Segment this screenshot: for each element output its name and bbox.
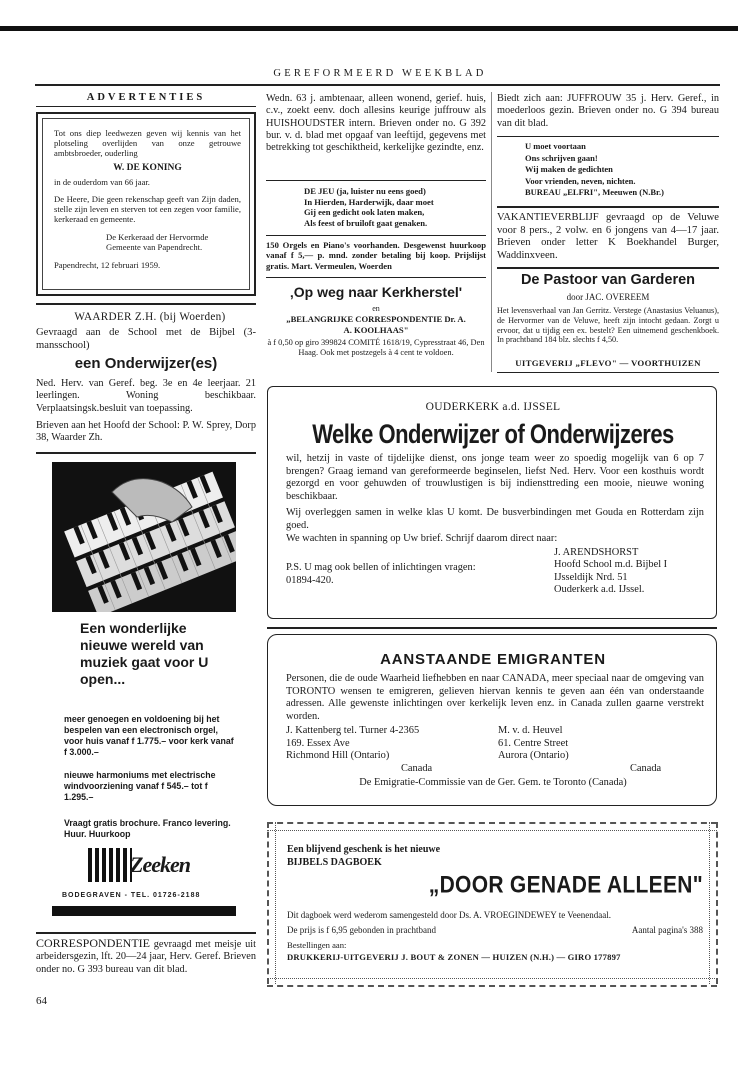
address-line: Canada (630, 762, 662, 774)
waarder-title: WAARDER Z.H. (bij Woerden) (74, 311, 226, 323)
ornamental-border-top (267, 822, 717, 831)
de-jeu-line: Als feest of bruiloft gaat genaken. (304, 217, 428, 228)
kerkherstel-title: ‚Op weg naar Kerkherstel' (289, 284, 463, 300)
pastoor-publisher: UITGEVERIJ „FLEVO" — VOORTHUIZEN (515, 358, 701, 368)
juffrouw-ad: Biedt zich aan: JUFFROUW 35 j. Herv. Geref., in moederloos gezin. Brieven onder no. G 394 bureau van dit blad. (497, 93, 719, 129)
huishoudster-ad: Wedn. 63 j. ambtenaar, alleen wonend, gerief. huis, c.v., zoekt eenv. doch allesins keurige juffrouw als HUISHOUDSTER intern. Brieven onder no. G 392 bur. v. d. blad met opgaaf van leeftijd, gegevens met betrekking tot geschiktheid, kerkelijke gezindte, enz. (266, 93, 486, 154)
de-jeu-ad (266, 186, 486, 228)
ornamental-border-bottom (267, 978, 717, 987)
address-line: Canada (401, 762, 433, 774)
pastoor-author: door JAC. OVEREEM (566, 292, 650, 302)
obituary-text: De Heere, Die geen rekenschap geeft van Zijn daden, stelle zijn leven en sterven tot een zegen voor familie, kerkeraad en gemeente. (54, 194, 241, 224)
address-line: M. v. d. Heuvel (498, 725, 563, 736)
ouderkerk-address (554, 547, 714, 596)
organ-ad (52, 462, 236, 922)
ouderkerk-place: OUDERKERK a.d. IJSSEL (425, 401, 561, 413)
elfri-line: BUREAU „ELFRI", Meeuwen (N.Br.) (525, 187, 664, 197)
elfri-ad (525, 141, 715, 199)
correspondentie-lead: CORRESPONDENTIE (36, 936, 151, 950)
emigranten-footer: De Emigratie-Commissie van de Ger. Gem. te Toronto (Canada) (359, 777, 627, 788)
rule (497, 372, 719, 373)
dagboek-intro: Een blijvend geschenk is het nieuwe BIJBELS DAGBOEK (287, 844, 441, 868)
top-border (0, 26, 738, 31)
pastoor-text: Het levensverhaal van Jan Gerritz. Verstege (Anastasius Veluanus), de Hervormer van de Veluwe, heeft zijn intocht gedaan. Zorgt u ervoor, dat u tijdig een ex. bestelt? Een uitnemend geschenkboek. In prachtband 184 blz. slechts f 4,50. (497, 306, 719, 345)
emigranten-headline: AANSTAANDE EMIGRANTEN (380, 651, 606, 668)
piano-keys-illustration (52, 462, 236, 612)
obituary-age: in de ouderdom van 66 jaar. (54, 177, 150, 187)
header-rule (35, 84, 720, 86)
elfri-line: U moet voortaan (525, 141, 586, 151)
dagboek-line1: Dit dagboek werd wederom samengesteld door Ds. A. VROEGINDEWEY te Veenendaal. (287, 910, 611, 920)
emigranten-address-1 (286, 725, 486, 775)
address-line: IJsseldijk Nrd. 51 (554, 571, 628, 583)
address-line: J. Kattenberg tel. Turner 4-2365 (286, 725, 420, 736)
organ-text-3: Vraagt gratis brochure. Franco levering. Huur. Huurkoop (64, 818, 231, 839)
elfri-line: Wij maken de gedichten (525, 164, 613, 174)
rule (266, 180, 486, 181)
rule (36, 452, 256, 454)
brand-name: Zeeken (130, 852, 190, 877)
rule (497, 136, 719, 137)
dagboek-line2: De prijs is f 6,95 gebonden in prachtband (287, 925, 436, 935)
dagboek-order-label: Bestellingen aan: (287, 940, 347, 950)
pastoor-title: De Pastoor van Garderen (520, 272, 696, 288)
ouderkerk-p1: wil, hetzij in vaste of tijdelijke dienst, ons jonge team weer zo spoedig mogelijk van 6 op 7 brengen? Graag iemand van gereformeerde beginselen, liefst Ned. Herv. Voor een kosthuis wordt gezorgd en voor gehuwden of trouwlustigen is bij indiensttreding een mooie, nieuwe woning beschikbaar. (286, 453, 704, 502)
dagboek-title: „DOOR GENADE ALLEEN" (428, 872, 703, 899)
correspondentie-left (36, 937, 256, 976)
waarder-intro: Gevraagd aan de School met de Bijbel (3-mansschool) (36, 327, 256, 351)
page-number: 64 (36, 995, 47, 1007)
organ-text-2: nieuwe harmoniums met electrische windvoorziening vanaf f 545.– tot f 1.295.– (64, 770, 216, 802)
de-jeu-line: Gij een gedicht ook laten maken, (304, 207, 425, 217)
organ-footer: BODEGRAVEN - TEL. 01726-2188 (62, 892, 201, 899)
dagboek-box (267, 822, 717, 986)
organ-headline: Een wonderlijke nieuwe wereld van muziek gaat voor U open... (80, 620, 209, 687)
rule (266, 235, 486, 236)
rule (36, 932, 256, 934)
ouderkerk-ps: P.S. U mag ook bellen of inlichtingen vragen: 01894-420. (286, 562, 476, 586)
rule (497, 267, 719, 269)
ouderkerk-box (267, 386, 717, 619)
vakantie-ad: VAKANTIEVERBLIJF gevraagd op de Veluwe voor 8 pers., 2 volw. en 6 jongens van 4—17 jaar. Brieven onder letter K Boekhandel Burger, Waddinxveen. (497, 212, 719, 261)
address-line: Richmond Hill (Ontario) (286, 750, 390, 761)
de-jeu-line: In Hierden, Harderwijk, daar moet (304, 196, 434, 207)
address-line: Hoofd School m.d. Bijbel I (554, 559, 668, 571)
address-line: 61. Centre Street (498, 737, 569, 749)
emigranten-box (267, 634, 717, 806)
running-head: GEREFORMEERD WEEKBLAD (273, 68, 487, 79)
organ-photo (52, 462, 236, 612)
kerkherstel-sub: „BELANGRIJKE CORRESPONDENTIE Dr. A. A. KOOLHAAS" (286, 314, 466, 335)
waarder-headline: een Onderwijzer(es) (74, 355, 218, 372)
emigranten-text: Personen, die de oude Waarheid liefhebben en naar CANADA, meer speciaal naar de omgeving van TORONTO wensen te emigreren, gelieven hiervan kennis te geven aan één van onderstaande adressen. Alle gewenste inlichtingen over kerkelijk leven enz. in Canada zullen gaarne verstrekt worden. (286, 673, 704, 722)
kerkherstel-price: à f 0,50 op giro 399824 COMITÉ 1618/19, Cypresstraat 46, Den Haag. Ook met postzegels à 4 cent te voldoen. (267, 338, 485, 357)
rule (267, 627, 717, 629)
obituary-box (36, 112, 256, 296)
ouderkerk-headline: Welke Onderwijzer of Onderwijzeres (312, 419, 674, 449)
address-line: Ouderkerk a.d. IJssel. (554, 583, 645, 595)
ouderkerk-p3: We wachten in spanning op Uw brief. Schrijf daarom direct naar: (286, 533, 558, 544)
rule (36, 303, 256, 305)
rule (497, 206, 719, 208)
address-line: J. ARENDSHORST (554, 547, 639, 558)
ouderkerk-p2: Wij overleggen samen in welke klas U komt. De busverbindingen met Gouda en Rotterdam zijn goed. (286, 507, 704, 531)
ornamental-border-right (709, 822, 718, 984)
waarder-contact: Brieven aan het Hoofd der School: P. W. Sprey, Dorp 38, Waarder Zh. (36, 420, 256, 444)
organ-text-1: meer genoegen en voldoening bij het bespelen van een electronisch orgel, voor huis vanaf f 1.775.– voor kerk vanaf f 3.000.– (64, 714, 234, 757)
address-line: Aurora (Ontario) (498, 750, 569, 761)
zeeken-logo-mark (88, 848, 132, 882)
obituary-place-date: Papendrecht, 12 februari 1959. (54, 260, 161, 270)
address-line: 169. Essex Ave (286, 737, 350, 749)
waarder-body: Ned. Herv. van Geref. beg. 3e en 4e leerjaar. 21 leerlingen. Woning beschikbaar. Verplaatsingsk.besluit van toepassing. (36, 378, 256, 414)
organ-bottom-bar (52, 906, 236, 916)
correspondentie-text: gevraagd met meisje uit arbeidersgezin, lft. 20—24 jaar, Herv. Geref. Brieven onder no. G 393 bureau van dit blad. (36, 939, 256, 975)
elfri-line: Voor vrienden, neven, nichten. (525, 175, 636, 186)
obituary-name: W. DE KONING (113, 163, 182, 173)
obituary-intro: Tot ons diep leedwezen geven wij kennis van het plotseling overlijden van onze getrouwe ambtsbroeder, ouderling (54, 128, 241, 158)
emigranten-address-2 (498, 725, 698, 775)
obituary-signed: De Kerkeraad der Hervormde Gemeente van Papendrecht. (106, 232, 209, 252)
rule (266, 277, 486, 278)
kerkherstel-en: en (372, 304, 380, 313)
dagboek-pages: Aantal pagina's 388 (631, 925, 703, 935)
dagboek-publisher: DRUKKERIJ-UITGEVERIJ J. BOUT & ZONEN — HUIZEN (N.H.) — GIRO 177897 (287, 952, 621, 962)
elfri-line: Ons schrijven gaan! (525, 152, 598, 163)
column-divider (491, 92, 492, 372)
de-jeu-line: DE JEU (ja, luister nu eens goed) (304, 186, 426, 196)
ornamental-border-left (267, 822, 276, 984)
organs-ad: 150 Orgels en Piano's voorhanden. Desgewenst huurkoop vanaf f 5,— p. mnd. zonder betaling bij koop. Prijslijst gratis. Mart. Vermeulen, Woerden (266, 240, 486, 271)
advertenties-heading: ADVERTENTIES (86, 92, 206, 103)
adv-rule (36, 106, 256, 107)
